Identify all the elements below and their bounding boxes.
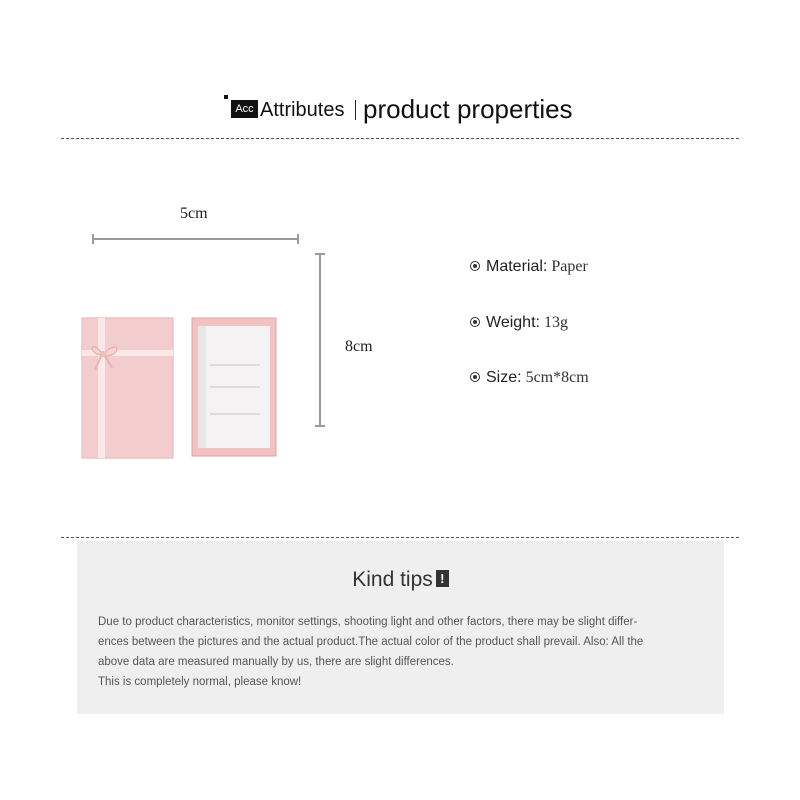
radio-bullet-icon — [470, 317, 480, 327]
box-base — [192, 318, 276, 456]
property-value: 13g — [543, 314, 568, 331]
radio-bullet-icon — [470, 372, 480, 382]
kind-tips-title: Kind tips — [352, 568, 433, 591]
header-dot-icon — [224, 95, 228, 99]
width-dimension-line — [92, 238, 299, 240]
property-size — [470, 369, 589, 393]
property-key: Weight: — [486, 314, 540, 331]
kind-tips-panel — [77, 541, 724, 714]
dashed-divider-bottom — [61, 537, 739, 538]
width-dimension-label: 5cm — [180, 205, 208, 222]
tips-line: This is completely normal, please know! — [98, 676, 302, 688]
gift-box-photo — [80, 310, 280, 465]
header-english-label: Attributes — [260, 99, 345, 121]
property-value: 5cm*8cm — [525, 369, 589, 386]
dashed-divider-top — [61, 138, 739, 139]
length-dimension-line — [319, 253, 321, 427]
section-header — [0, 88, 800, 128]
kind-tips-heading — [77, 566, 724, 594]
page-title: product properties — [363, 94, 573, 124]
header-separator — [355, 100, 356, 120]
kind-tips-text — [98, 612, 710, 692]
property-key: Material: — [486, 258, 548, 275]
property-weight — [470, 314, 568, 338]
property-key: Size: — [486, 369, 522, 386]
tips-line: above data are measured manually by us, there are slight differences. — [98, 656, 454, 668]
property-value: Paper — [551, 258, 588, 275]
header-badge: Acc — [231, 100, 258, 118]
box-lid — [82, 318, 173, 458]
tips-line: ences between the pictures and the actual product.The actual color of the product shall prevail. Also: All the — [98, 636, 644, 648]
radio-bullet-icon — [470, 261, 480, 271]
exclamation-icon: ! — [436, 570, 449, 587]
length-dimension-label: 8cm — [345, 338, 373, 355]
property-material — [470, 258, 588, 282]
tips-line: Due to product characteristics, monitor settings, shooting light and other factors, there may be slight differ- — [98, 616, 638, 628]
